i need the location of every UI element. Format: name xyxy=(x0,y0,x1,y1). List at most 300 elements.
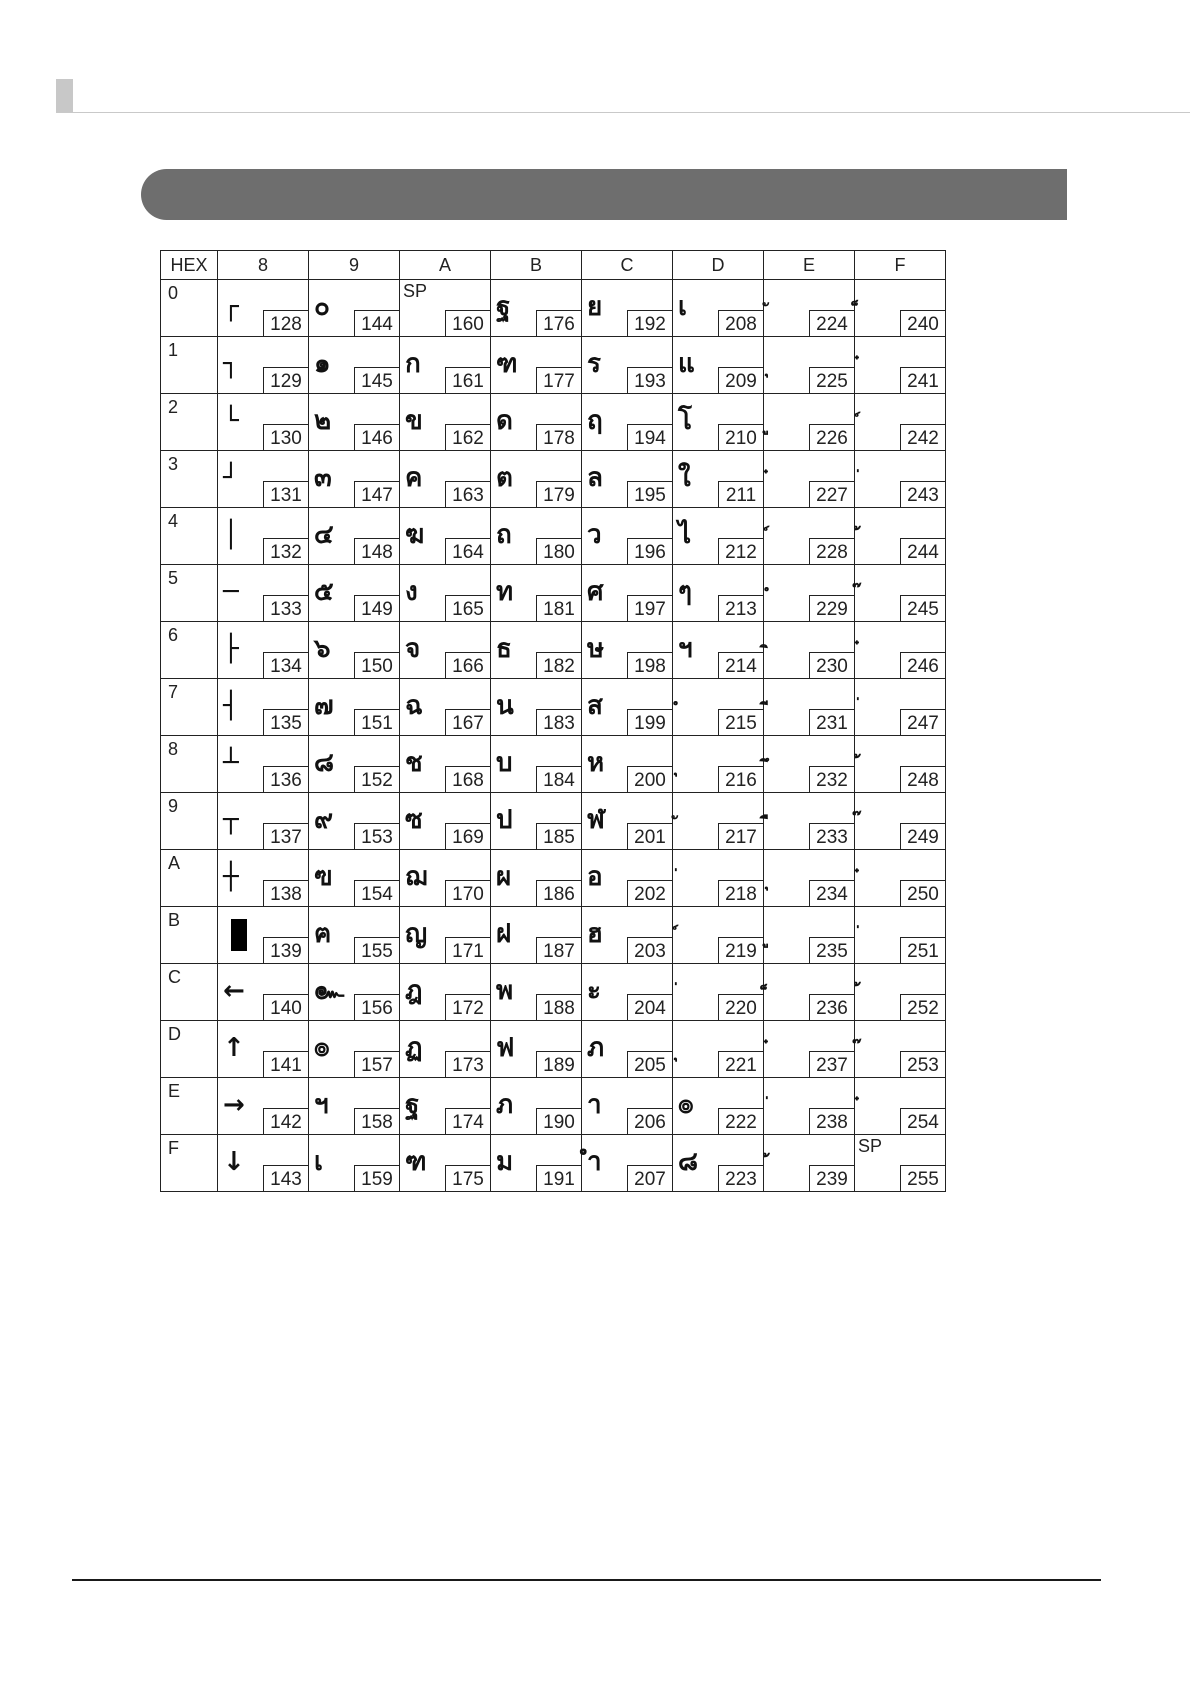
char-glyph xyxy=(769,923,807,953)
decimal-code: 246 xyxy=(900,652,945,678)
char-cell xyxy=(673,394,764,451)
table-row xyxy=(161,1078,946,1135)
char-cell xyxy=(218,679,309,736)
decimal-code: 202 xyxy=(627,880,672,906)
char-glyph: ค xyxy=(405,463,423,493)
char-cell xyxy=(218,1021,309,1078)
char-glyph: ๒ xyxy=(314,406,332,436)
decimal-code: 134 xyxy=(263,652,308,678)
decimal-code: 228 xyxy=(809,538,854,564)
char-cell xyxy=(582,850,673,907)
char-glyph: ๐ xyxy=(314,292,330,322)
char-cell xyxy=(582,280,673,337)
char-cell xyxy=(400,1135,491,1192)
char-glyph xyxy=(769,581,807,611)
char-cell xyxy=(764,565,855,622)
space-label: SP xyxy=(858,1136,883,1156)
decimal-code: 144 xyxy=(354,310,399,336)
decimal-code: 242 xyxy=(900,424,945,450)
char-cell xyxy=(673,736,764,793)
char-glyph: ฮ xyxy=(587,919,603,949)
decimal-code: 138 xyxy=(263,880,308,906)
char-glyph xyxy=(860,581,898,611)
char-glyph xyxy=(678,923,716,953)
char-cell xyxy=(218,1078,309,1135)
char-cell xyxy=(673,280,764,337)
char-cell xyxy=(309,850,400,907)
char-glyph: ฟ xyxy=(496,1033,515,1063)
row-hex-label: 8 xyxy=(168,739,179,759)
decimal-code: 235 xyxy=(809,937,854,963)
char-cell xyxy=(491,565,582,622)
hex-corner-label: HEX xyxy=(161,251,218,280)
decimal-code: 223 xyxy=(718,1165,763,1191)
table-row xyxy=(161,1135,946,1192)
column-header: F xyxy=(855,251,946,280)
decimal-code: 128 xyxy=(263,310,308,336)
char-glyph xyxy=(769,1151,807,1181)
char-cell xyxy=(764,679,855,736)
char-cell xyxy=(309,679,400,736)
char-glyph: จ xyxy=(405,634,421,664)
decimal-code: 213 xyxy=(718,595,763,621)
char-glyph: ษ xyxy=(587,634,605,664)
char-cell xyxy=(582,964,673,1021)
char-cell xyxy=(491,964,582,1021)
decimal-code: 212 xyxy=(718,538,763,564)
char-cell xyxy=(673,337,764,394)
decimal-code: 171 xyxy=(445,937,490,963)
decimal-code: 220 xyxy=(718,994,763,1020)
char-glyph xyxy=(860,1037,898,1067)
char-glyph: ฅ xyxy=(314,919,332,949)
char-glyph: เ xyxy=(678,292,687,322)
decimal-code: 247 xyxy=(900,709,945,735)
char-cell xyxy=(855,964,946,1021)
char-glyph xyxy=(860,923,898,953)
char-glyph xyxy=(769,296,807,326)
decimal-code: 198 xyxy=(627,652,672,678)
row-header xyxy=(161,1021,218,1078)
char-cell xyxy=(764,907,855,964)
char-glyph xyxy=(769,1037,807,1067)
decimal-code: 143 xyxy=(263,1165,308,1191)
decimal-code: 253 xyxy=(900,1051,945,1077)
char-cell xyxy=(218,622,309,679)
decimal-code: 157 xyxy=(354,1051,399,1077)
row-header xyxy=(161,280,218,337)
table-row xyxy=(161,1021,946,1078)
char-cell xyxy=(218,1135,309,1192)
decimal-code: 203 xyxy=(627,937,672,963)
char-cell xyxy=(673,850,764,907)
decimal-code: 210 xyxy=(718,424,763,450)
row-hex-label: 4 xyxy=(168,511,179,531)
decimal-code: 227 xyxy=(809,481,854,507)
char-cell xyxy=(400,793,491,850)
decimal-code: 180 xyxy=(536,538,581,564)
char-glyph: ┼ xyxy=(223,862,239,892)
table-row xyxy=(161,964,946,1021)
char-cell xyxy=(582,622,673,679)
char-cell xyxy=(764,1135,855,1192)
decimal-code: 187 xyxy=(536,937,581,963)
char-glyph xyxy=(860,638,898,668)
char-cell xyxy=(218,907,309,964)
decimal-code: 142 xyxy=(263,1108,308,1134)
char-cell xyxy=(400,451,491,508)
decimal-code: 161 xyxy=(445,367,490,393)
char-cell xyxy=(764,1021,855,1078)
char-cell xyxy=(582,679,673,736)
char-glyph: โ xyxy=(678,406,692,436)
char-cell xyxy=(673,1135,764,1192)
decimal-code: 153 xyxy=(354,823,399,849)
decimal-code: 219 xyxy=(718,937,763,963)
row-hex-label: C xyxy=(168,967,181,987)
row-hex-label: 6 xyxy=(168,625,179,645)
char-cell xyxy=(673,907,764,964)
char-cell xyxy=(491,1078,582,1135)
char-glyph xyxy=(860,809,898,839)
char-glyph: ↓ xyxy=(223,1147,245,1177)
char-cell xyxy=(764,850,855,907)
row-header xyxy=(161,679,218,736)
decimal-code: 131 xyxy=(263,481,308,507)
char-cell xyxy=(218,850,309,907)
char-cell xyxy=(855,280,946,337)
decimal-code: 241 xyxy=(900,367,945,393)
decimal-code: 197 xyxy=(627,595,672,621)
row-header xyxy=(161,1078,218,1135)
char-cell xyxy=(582,907,673,964)
decimal-code: 166 xyxy=(445,652,490,678)
row-hex-label: 2 xyxy=(168,397,179,417)
decimal-code: 139 xyxy=(263,937,308,963)
char-glyph: ร xyxy=(587,349,601,379)
char-cell xyxy=(855,451,946,508)
char-cell xyxy=(764,736,855,793)
table-row xyxy=(161,907,946,964)
char-glyph: ฝ xyxy=(496,919,512,949)
char-cell xyxy=(855,337,946,394)
char-cell xyxy=(491,850,582,907)
decimal-code: 191 xyxy=(536,1165,581,1191)
column-header: 8 xyxy=(218,251,309,280)
char-glyph xyxy=(769,353,807,383)
char-cell xyxy=(218,736,309,793)
char-glyph: ├ xyxy=(223,634,239,664)
decimal-code: 244 xyxy=(900,538,945,564)
char-cell xyxy=(400,508,491,565)
decimal-code: 217 xyxy=(718,823,763,849)
decimal-code: 152 xyxy=(354,766,399,792)
char-glyph: ๖ xyxy=(314,634,331,664)
char-glyph: ภ xyxy=(496,1090,514,1120)
char-glyph: ─ xyxy=(223,577,239,607)
table-row xyxy=(161,736,946,793)
char-cell xyxy=(400,679,491,736)
table-row xyxy=(161,850,946,907)
decimal-code: 174 xyxy=(445,1108,490,1134)
char-cell xyxy=(491,736,582,793)
decimal-code: 167 xyxy=(445,709,490,735)
table-row xyxy=(161,679,946,736)
decimal-code: 233 xyxy=(809,823,854,849)
char-cell xyxy=(764,394,855,451)
decimal-code: 163 xyxy=(445,481,490,507)
char-glyph: ข xyxy=(405,406,423,436)
char-glyph xyxy=(860,410,898,440)
char-glyph: ๗ xyxy=(314,691,334,721)
row-header xyxy=(161,622,218,679)
decimal-code: 160 xyxy=(445,310,490,336)
char-glyph: │ xyxy=(223,520,239,550)
decimal-code: 193 xyxy=(627,367,672,393)
char-cell xyxy=(764,337,855,394)
char-cell xyxy=(309,907,400,964)
char-cell xyxy=(218,565,309,622)
decimal-code: 251 xyxy=(900,937,945,963)
char-cell xyxy=(491,1135,582,1192)
row-header xyxy=(161,1135,218,1192)
char-glyph: ย xyxy=(587,292,603,322)
decimal-code: 196 xyxy=(627,538,672,564)
char-cell xyxy=(855,508,946,565)
decimal-code: 184 xyxy=(536,766,581,792)
char-cell xyxy=(673,679,764,736)
decimal-code: 130 xyxy=(263,424,308,450)
decimal-code: 182 xyxy=(536,652,581,678)
char-glyph xyxy=(769,467,807,497)
decimal-code: 195 xyxy=(627,481,672,507)
char-glyph: ๏ xyxy=(678,1090,694,1120)
char-glyph: ๘ xyxy=(678,1147,699,1177)
table-row xyxy=(161,565,946,622)
char-cell xyxy=(491,394,582,451)
decimal-code: 133 xyxy=(263,595,308,621)
table-row xyxy=(161,793,946,850)
char-glyph: ฯ xyxy=(678,634,693,664)
char-glyph: ล xyxy=(587,463,603,493)
char-cell xyxy=(491,280,582,337)
char-glyph: ฑ xyxy=(405,1147,427,1177)
row-hex-label: A xyxy=(168,853,181,873)
decimal-code: 147 xyxy=(354,481,399,507)
decimal-code: 194 xyxy=(627,424,672,450)
char-cell xyxy=(309,622,400,679)
char-glyph xyxy=(769,752,807,782)
decimal-code: 231 xyxy=(809,709,854,735)
char-glyph: ม xyxy=(496,1147,514,1177)
character-code-table xyxy=(160,250,946,1192)
char-glyph: ง xyxy=(405,577,418,607)
decimal-code: 208 xyxy=(718,310,763,336)
char-glyph: ธ xyxy=(496,634,512,664)
char-glyph xyxy=(860,1094,898,1124)
row-header xyxy=(161,451,218,508)
block-glyph xyxy=(231,919,247,951)
char-glyph: ๛ xyxy=(314,976,345,1006)
row-hex-label: E xyxy=(168,1081,181,1101)
char-cell xyxy=(491,1021,582,1078)
char-cell xyxy=(764,508,855,565)
footer-rule xyxy=(72,1579,1101,1581)
char-cell xyxy=(855,736,946,793)
char-glyph xyxy=(769,638,807,668)
char-cell xyxy=(764,1078,855,1135)
decimal-code: 172 xyxy=(445,994,490,1020)
char-glyph: า xyxy=(587,1090,602,1120)
table-row xyxy=(161,451,946,508)
char-cell xyxy=(582,1078,673,1135)
row-header xyxy=(161,793,218,850)
decimal-code: 177 xyxy=(536,367,581,393)
char-cell xyxy=(673,622,764,679)
decimal-code: 201 xyxy=(627,823,672,849)
char-cell xyxy=(491,793,582,850)
row-header xyxy=(161,907,218,964)
decimal-code: 204 xyxy=(627,994,672,1020)
char-glyph: ก xyxy=(405,349,421,379)
char-cell xyxy=(582,1021,673,1078)
row-header xyxy=(161,736,218,793)
decimal-code: 243 xyxy=(900,481,945,507)
char-cell xyxy=(855,622,946,679)
char-cell xyxy=(309,451,400,508)
char-glyph: ๏ xyxy=(314,1033,330,1063)
char-glyph: ต xyxy=(496,463,513,493)
decimal-code: 254 xyxy=(900,1108,945,1134)
char-glyph: ใ xyxy=(678,463,691,493)
decimal-code: 132 xyxy=(263,538,308,564)
row-hex-label: 1 xyxy=(168,340,179,360)
char-glyph xyxy=(860,467,898,497)
char-glyph: ท xyxy=(496,577,514,607)
char-cell xyxy=(400,565,491,622)
decimal-code: 129 xyxy=(263,367,308,393)
decimal-code: 214 xyxy=(718,652,763,678)
char-glyph xyxy=(678,866,716,896)
char-cell xyxy=(764,793,855,850)
char-cell xyxy=(400,736,491,793)
char-cell xyxy=(673,451,764,508)
char-cell xyxy=(309,1078,400,1135)
char-cell xyxy=(400,964,491,1021)
row-hex-label: 5 xyxy=(168,568,179,588)
decimal-code: 216 xyxy=(718,766,763,792)
char-glyph: ๙ xyxy=(314,805,334,835)
table-row xyxy=(161,508,946,565)
row-hex-label: B xyxy=(168,910,181,930)
char-glyph: ฯ xyxy=(314,1090,329,1120)
row-hex-label: D xyxy=(168,1024,181,1044)
decimal-code: 165 xyxy=(445,595,490,621)
char-cell xyxy=(673,964,764,1021)
char-glyph: ๕ xyxy=(314,577,334,607)
table-body xyxy=(161,280,946,1192)
decimal-code: 234 xyxy=(809,880,854,906)
decimal-code: 230 xyxy=(809,652,854,678)
decimal-code: 170 xyxy=(445,880,490,906)
char-glyph xyxy=(678,695,716,725)
char-glyph: ┴ xyxy=(223,748,239,778)
decimal-code: 190 xyxy=(536,1108,581,1134)
char-glyph: ๘ xyxy=(314,748,335,778)
char-glyph xyxy=(860,353,898,383)
row-hex-label: 3 xyxy=(168,454,179,474)
decimal-code: 224 xyxy=(809,310,854,336)
row-header xyxy=(161,394,218,451)
char-glyph: ฌ xyxy=(405,862,428,892)
char-cell xyxy=(400,622,491,679)
char-cell xyxy=(400,850,491,907)
char-cell xyxy=(309,1021,400,1078)
char-glyph: ป xyxy=(496,805,513,835)
column-header: E xyxy=(764,251,855,280)
decimal-code: 218 xyxy=(718,880,763,906)
decimal-code: 137 xyxy=(263,823,308,849)
char-cell xyxy=(764,451,855,508)
char-glyph xyxy=(769,866,807,896)
char-cell xyxy=(400,1021,491,1078)
char-glyph: แ xyxy=(678,349,695,379)
row-hex-label: 7 xyxy=(168,682,179,702)
char-glyph: ๑ xyxy=(314,349,331,379)
char-cell xyxy=(673,793,764,850)
char-glyph xyxy=(860,752,898,782)
char-cell xyxy=(491,508,582,565)
char-cell xyxy=(309,1135,400,1192)
table-row xyxy=(161,337,946,394)
char-glyph: ๆ xyxy=(678,577,692,607)
char-cell xyxy=(855,394,946,451)
char-glyph: → xyxy=(223,1090,245,1120)
char-cell xyxy=(309,508,400,565)
char-cell xyxy=(218,451,309,508)
row-hex-label: F xyxy=(168,1138,179,1158)
char-cell xyxy=(855,907,946,964)
decimal-code: 209 xyxy=(718,367,763,393)
char-cell xyxy=(673,1021,764,1078)
char-cell xyxy=(400,907,491,964)
char-glyph: ไ xyxy=(678,520,692,550)
char-cell xyxy=(491,907,582,964)
char-glyph xyxy=(860,296,898,326)
char-glyph: ฬ xyxy=(587,805,605,835)
char-cell xyxy=(491,679,582,736)
table-row xyxy=(161,394,946,451)
decimal-code: 186 xyxy=(536,880,581,906)
char-cell xyxy=(309,736,400,793)
header-marker xyxy=(56,79,73,113)
char-cell xyxy=(855,565,946,622)
char-cell xyxy=(764,280,855,337)
char-cell xyxy=(218,280,309,337)
char-glyph: ะ xyxy=(587,976,601,1006)
char-glyph: ๔ xyxy=(314,520,334,550)
char-glyph: ฤ xyxy=(587,406,603,436)
decimal-code: 207 xyxy=(627,1165,672,1191)
row-header xyxy=(161,565,218,622)
char-glyph: ← xyxy=(223,976,245,1006)
section-banner xyxy=(141,169,1067,220)
decimal-code: 248 xyxy=(900,766,945,792)
row-header xyxy=(161,964,218,1021)
decimal-code: 159 xyxy=(354,1165,399,1191)
decimal-code: 252 xyxy=(900,994,945,1020)
decimal-code: 181 xyxy=(536,595,581,621)
